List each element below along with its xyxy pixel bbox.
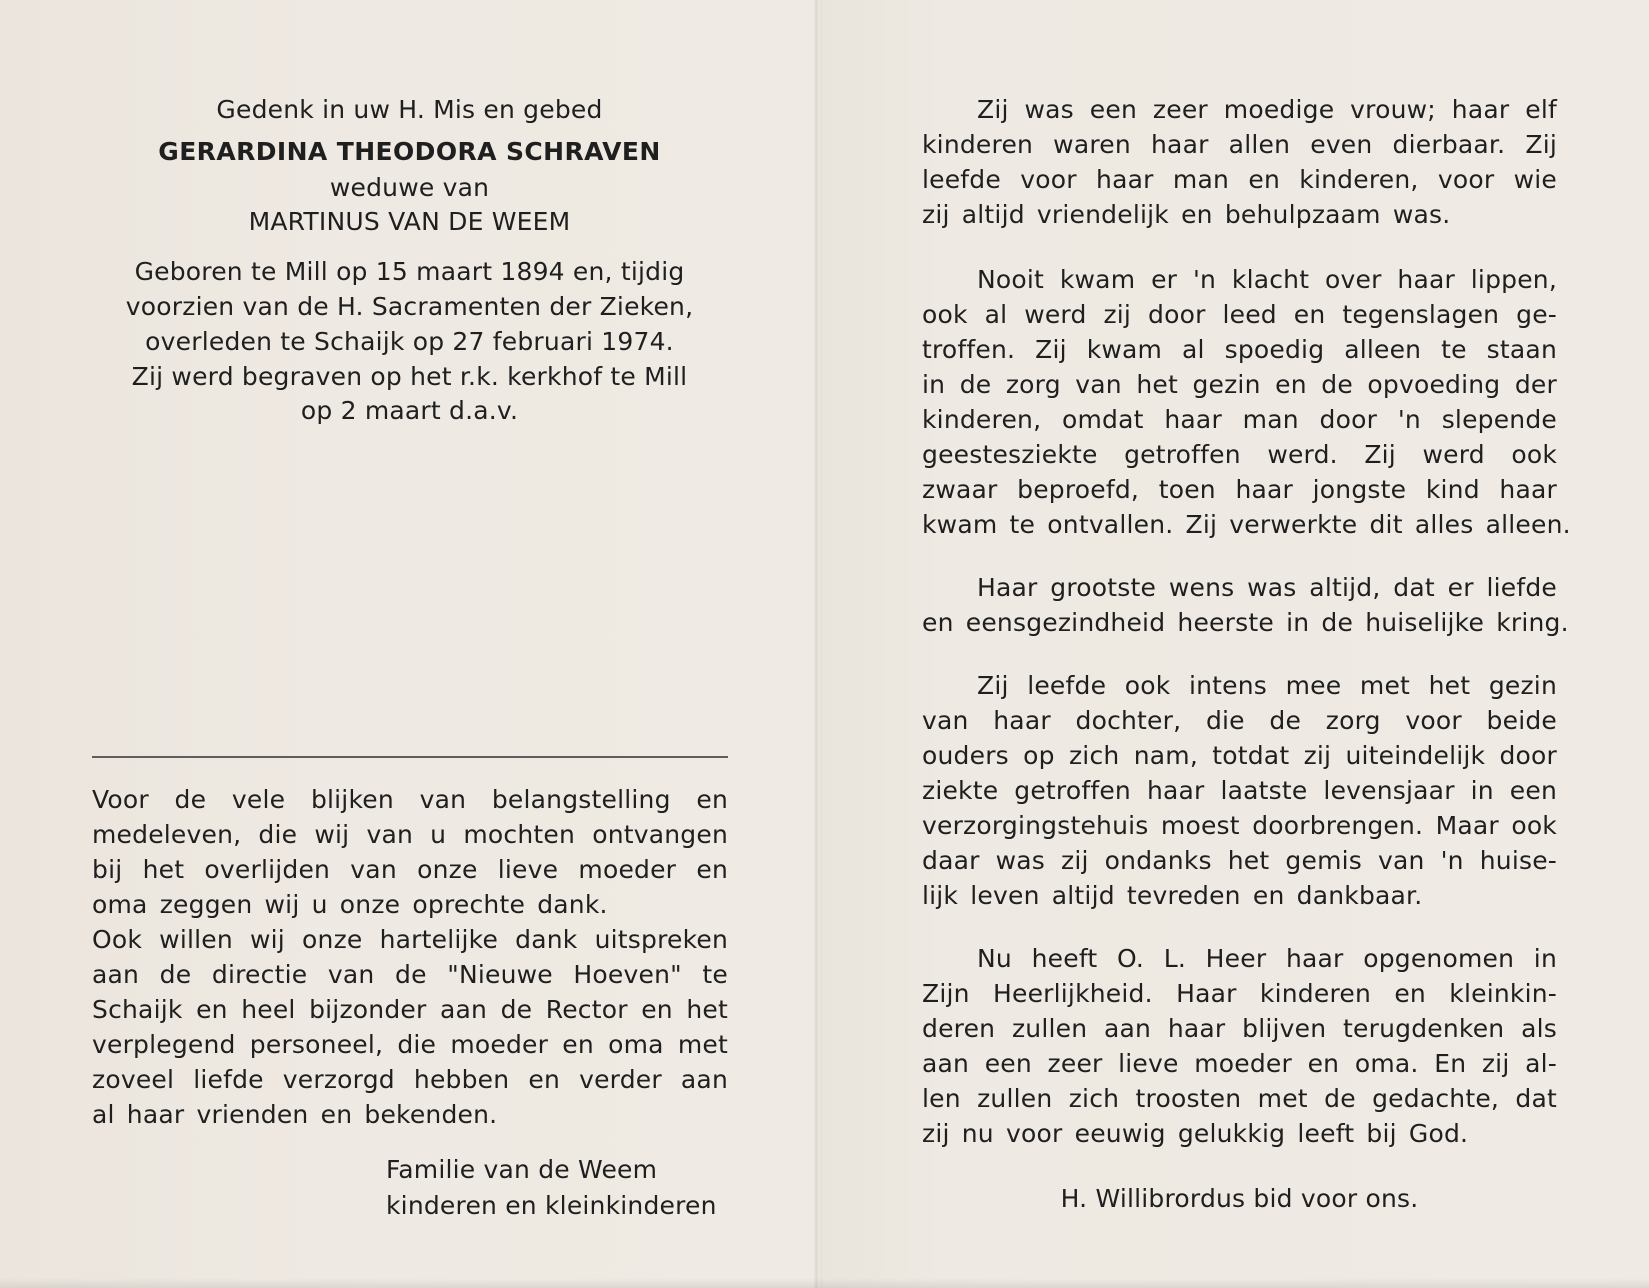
deceased-name: GERARDINA THEODORA SCHRAVEN: [158, 137, 661, 166]
story-line: daar was zij ondanks het gemis van 'n huise-: [922, 846, 1557, 875]
thanks-line: Schaijk en heel bijzonder aan de Rector en het: [92, 995, 728, 1024]
story-line: kinderen waren haar allen even dierbaar. Zij: [922, 130, 1557, 159]
story-line: geestesziekte getroffen werd. Zij werd ook: [922, 440, 1557, 469]
thanks-line: Ook willen wij onze hartelijke dank uitspreken: [92, 925, 728, 954]
left-panel: [0, 0, 818, 1288]
detail-line: op 2 maart d.a.v.: [300, 396, 519, 425]
thanks-line: oma zeggen wij u onze oprechte dank.: [92, 890, 608, 919]
story-line: ook al werd zij door leed en tegenslagen ge-: [922, 300, 1557, 329]
story-line: Zijn Heerlijkheid. Haar kinderen en kleinkin-: [922, 979, 1557, 1008]
detail-line: overleden te Schaijk op 27 februari 1974.: [145, 327, 674, 356]
thanks-line: zoveel liefde verzorgd hebben en verder aan: [92, 1065, 728, 1094]
family-name: Familie van de Weem: [386, 1155, 658, 1184]
thanks-line: Voor de vele blijken van belangstelling en: [92, 785, 728, 814]
story-line: aan een zeer lieve moeder en oma. En zij al-: [922, 1049, 1557, 1078]
story-line: Zij was een zeer moedige vrouw; haar elf: [977, 95, 1557, 124]
story-line: deren zullen aan haar blijven terugdenken als: [922, 1014, 1557, 1043]
story-line: zij nu voor eeuwig gelukkig leeft bij God.: [922, 1119, 1469, 1148]
story-line: kwam te ontvallen. Zij verwerkte dit alles alleen.: [922, 510, 1571, 539]
section-divider: [92, 756, 728, 758]
story-line: zij altijd vriendelijk en behulpzaam was.: [922, 200, 1451, 229]
story-line: verzorgingstehuis moest doorbrengen. Maar ook: [922, 811, 1557, 840]
story-line: Nu heeft O. L. Heer haar opgenomen in: [977, 944, 1557, 973]
spouse-name: MARTINUS VAN DE WEEM: [248, 207, 571, 236]
card-bottom-edge: [0, 1278, 1649, 1288]
card-fold: [814, 0, 822, 1288]
story-line: Haar grootste wens was altijd, dat er liefde: [977, 573, 1557, 602]
story-line: en eensgezindheid heerste in de huiselijke kring.: [922, 608, 1569, 637]
story-line: Nooit kwam er 'n klacht over haar lippen,: [977, 265, 1557, 294]
intro-line: Gedenk in uw H. Mis en gebed: [216, 95, 603, 124]
story-line: zwaar beproefd, toen haar jongste kind haar: [922, 475, 1557, 504]
family-descendants: kinderen en kleinkinderen: [386, 1191, 717, 1220]
story-line: leefde voor haar man en kinderen, voor wie: [922, 165, 1557, 194]
story-line: troffen. Zij kwam al spoedig alleen te staan: [922, 335, 1557, 364]
story-line: ziekte getroffen haar laatste levensjaar in een: [922, 776, 1557, 805]
story-line: ouders op zich nam, totdat zij uiteindelijk door: [922, 741, 1557, 770]
story-line: in de zorg van het gezin en de opvoeding der: [922, 370, 1557, 399]
widow-of-label: weduwe van: [329, 173, 490, 202]
thanks-line: bij het overlijden van onze lieve moeder en: [92, 855, 728, 884]
closing-line: H. Willibrordus bid voor ons.: [1060, 1184, 1419, 1213]
thanks-line: verplegend personeel, die moeder en oma met: [92, 1030, 728, 1059]
detail-line: Geboren te Mill op 15 maart 1894 en, tijdig: [134, 257, 685, 286]
story-line: kinderen, omdat haar man door 'n slepende: [922, 405, 1557, 434]
story-line: van haar dochter, die de zorg voor beide: [922, 706, 1557, 735]
detail-line: Zij werd begraven op het r.k. kerkhof te Mill: [131, 362, 688, 391]
thanks-line: medeleven, die wij van u mochten ontvangen: [92, 820, 728, 849]
detail-line: voorzien van de H. Sacramenten der Zieken,: [125, 292, 694, 321]
thanks-line: al haar vrienden en bekenden.: [92, 1100, 498, 1129]
story-line: Zij leefde ook intens mee met het gezin: [977, 671, 1557, 700]
story-line: len zullen zich troosten met de gedachte, dat: [922, 1084, 1557, 1113]
thanks-line: aan de directie van de "Nieuwe Hoeven" te: [92, 960, 728, 989]
story-line: lijk leven altijd tevreden en dankbaar.: [922, 881, 1423, 910]
